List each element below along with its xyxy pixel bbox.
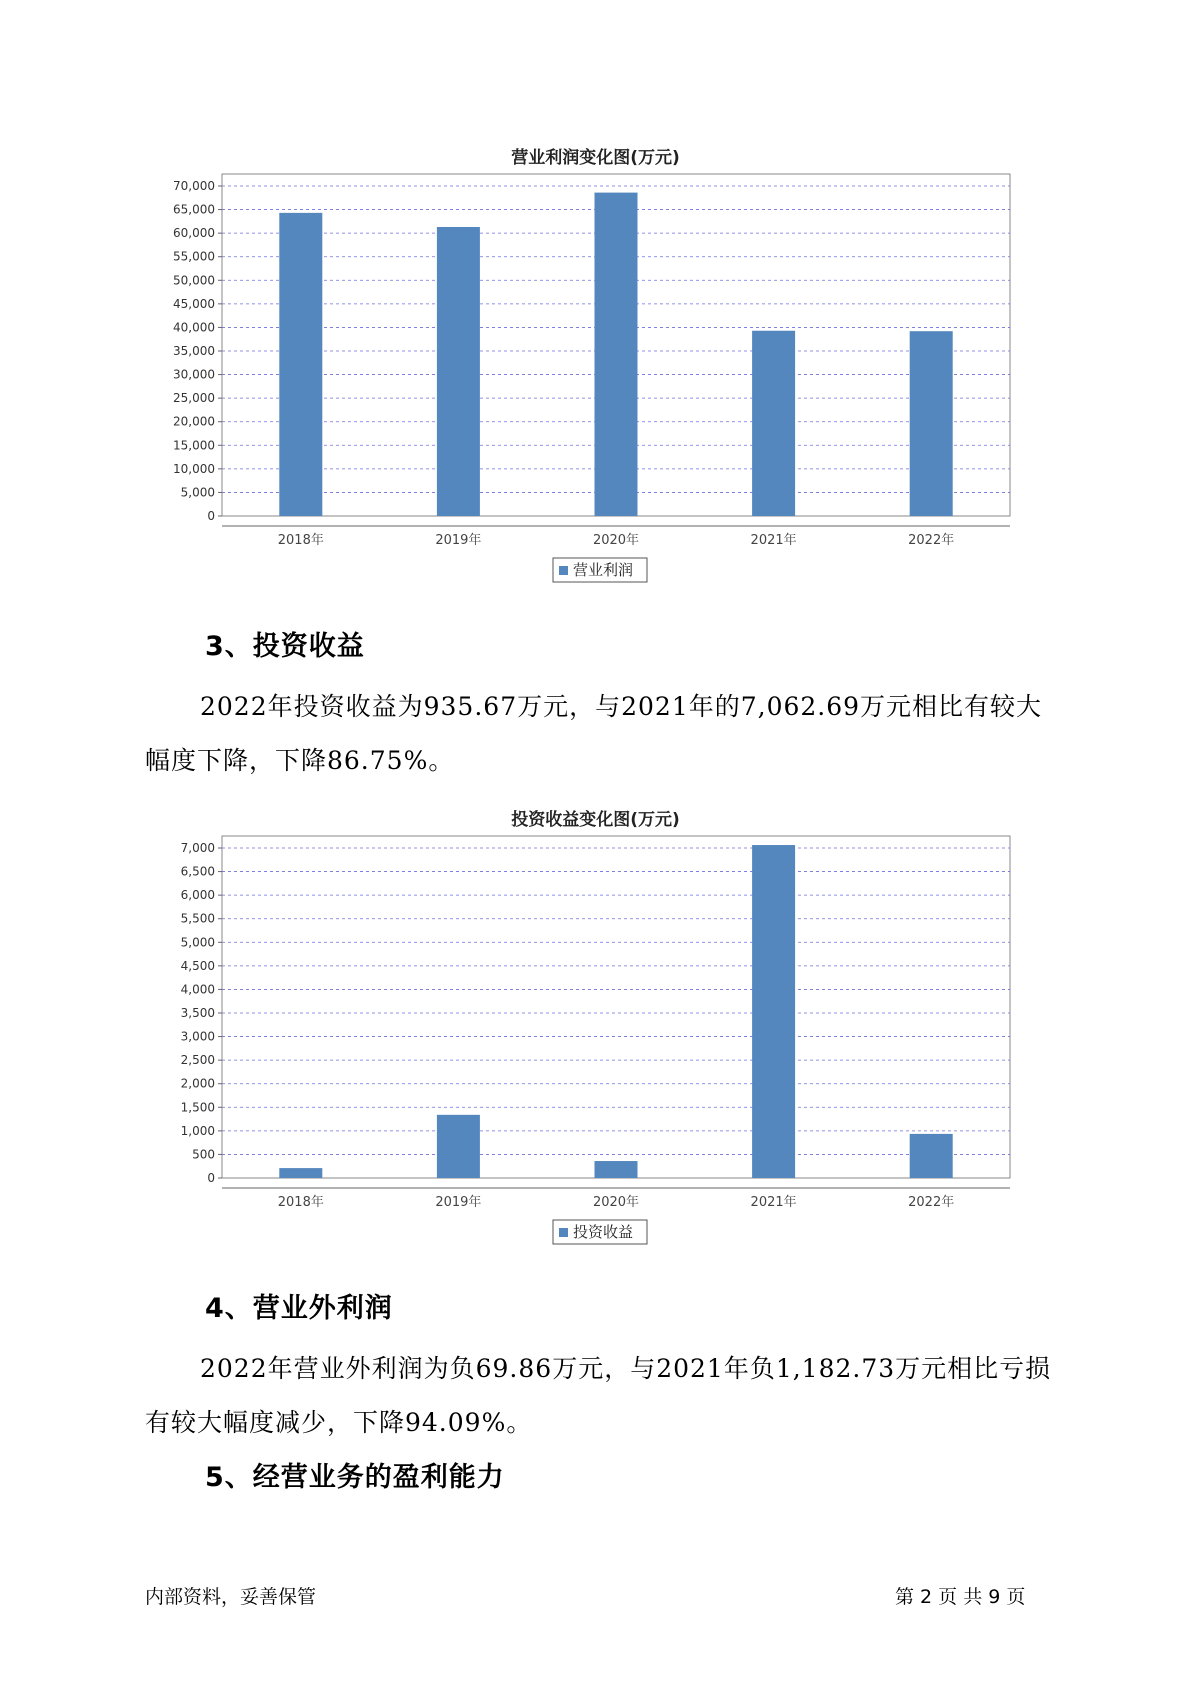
x-tick-label: 2018年 bbox=[277, 533, 324, 548]
y-tick-label: 3,000 bbox=[180, 1029, 215, 1044]
y-tick-label: 1,000 bbox=[180, 1123, 215, 1138]
y-tick-label: 5,000 bbox=[180, 485, 215, 500]
y-tick-label: 30,000 bbox=[173, 367, 215, 382]
y-tick-label: 65,000 bbox=[173, 202, 215, 217]
section-heading-investment: 3、投资收益 bbox=[205, 631, 365, 662]
footer-confidential: 内部资料，妥善保管 bbox=[145, 1586, 317, 1608]
chart-title-investment-income: 投资收益变化图(万元) bbox=[511, 810, 680, 830]
y-tick-label: 3,500 bbox=[180, 1006, 215, 1020]
y-tick-label: 0 bbox=[207, 1171, 215, 1185]
x-tick-label: 2021年 bbox=[750, 533, 797, 548]
y-tick-label: 70,000 bbox=[173, 179, 215, 193]
y-tick-label: 10,000 bbox=[173, 461, 215, 476]
legend-swatch bbox=[559, 566, 568, 575]
x-tick-label: 2021年 bbox=[750, 1195, 797, 1210]
bar-1 bbox=[437, 1115, 480, 1178]
y-tick-label: 0 bbox=[207, 509, 215, 523]
y-tick-label: 25,000 bbox=[173, 391, 215, 406]
x-tick-label: 2022年 bbox=[908, 1195, 955, 1210]
x-tick-label: 2020年 bbox=[592, 1195, 640, 1210]
paragraph-non-operating-line1: 2022年营业外利润为负69.86万元，与2021年负1,182.73万元相比亏损 bbox=[200, 1354, 1052, 1383]
y-tick-label: 6,500 bbox=[180, 864, 215, 879]
y-tick-label: 2,000 bbox=[180, 1076, 215, 1091]
x-tick-label: 2022年 bbox=[908, 533, 955, 548]
bar-0 bbox=[279, 1168, 322, 1178]
y-tick-label: 7,000 bbox=[180, 841, 215, 855]
chart-title-operating-profit: 营业利润变化图(万元) bbox=[511, 148, 680, 168]
legend-label: 投资收益 bbox=[573, 1223, 634, 1241]
x-tick-label: 2020年 bbox=[592, 533, 640, 548]
plot-area bbox=[222, 836, 1010, 1178]
y-tick-label: 55,000 bbox=[173, 249, 215, 264]
paragraph-investment-line1: 2022年投资收益为935.67万元，与2021年的7,062.69万元相比有较大 bbox=[200, 692, 1043, 721]
y-tick-label: 45,000 bbox=[173, 296, 215, 311]
paragraph-non-operating-line2: 有较大幅度减少，下降94.09%。 bbox=[145, 1408, 533, 1437]
y-tick-label: 1,500 bbox=[180, 1100, 215, 1115]
y-tick-label: 4,500 bbox=[180, 958, 215, 973]
y-tick-label: 2,500 bbox=[180, 1053, 215, 1068]
legend-swatch bbox=[559, 1228, 568, 1237]
y-tick-label: 5,500 bbox=[180, 911, 215, 926]
y-tick-label: 40,000 bbox=[173, 320, 215, 335]
y-tick-label: 60,000 bbox=[173, 226, 215, 241]
bar-3 bbox=[752, 331, 795, 516]
y-tick-label: 35,000 bbox=[173, 344, 215, 358]
paragraph-non-operating bbox=[145, 1342, 1065, 1450]
investment-income-chart bbox=[0, 822, 1191, 1262]
paragraph-investment bbox=[145, 680, 1065, 788]
legend-label: 营业利润 bbox=[573, 561, 634, 579]
y-tick-label: 6,000 bbox=[180, 888, 215, 903]
y-tick-label: 15,000 bbox=[173, 438, 215, 453]
paragraph-investment-line2: 幅度下降，下降86.75%。 bbox=[145, 746, 455, 775]
bar-2 bbox=[595, 193, 638, 516]
x-tick-label: 2019年 bbox=[435, 1195, 482, 1210]
y-tick-label: 4,000 bbox=[180, 982, 215, 997]
x-tick-label: 2018年 bbox=[277, 1195, 324, 1210]
bar-2 bbox=[595, 1161, 638, 1178]
bar-0 bbox=[279, 213, 322, 516]
x-tick-label: 2019年 bbox=[435, 533, 482, 548]
y-tick-label: 20,000 bbox=[173, 414, 215, 429]
bar-1 bbox=[437, 227, 480, 516]
y-tick-label: 500 bbox=[192, 1147, 215, 1162]
bar-3 bbox=[752, 845, 795, 1178]
section-heading-profitability: 5、经营业务的盈利能力 bbox=[205, 1462, 505, 1493]
y-tick-label: 5,000 bbox=[180, 935, 215, 950]
section-heading-non-operating: 4、营业外利润 bbox=[205, 1293, 393, 1324]
operating-profit-chart bbox=[0, 160, 1191, 600]
bar-4 bbox=[910, 331, 953, 516]
bar-4 bbox=[910, 1134, 953, 1178]
y-tick-label: 50,000 bbox=[173, 273, 215, 288]
footer-page-number: 第 2 页 共 9 页 bbox=[895, 1586, 1026, 1608]
